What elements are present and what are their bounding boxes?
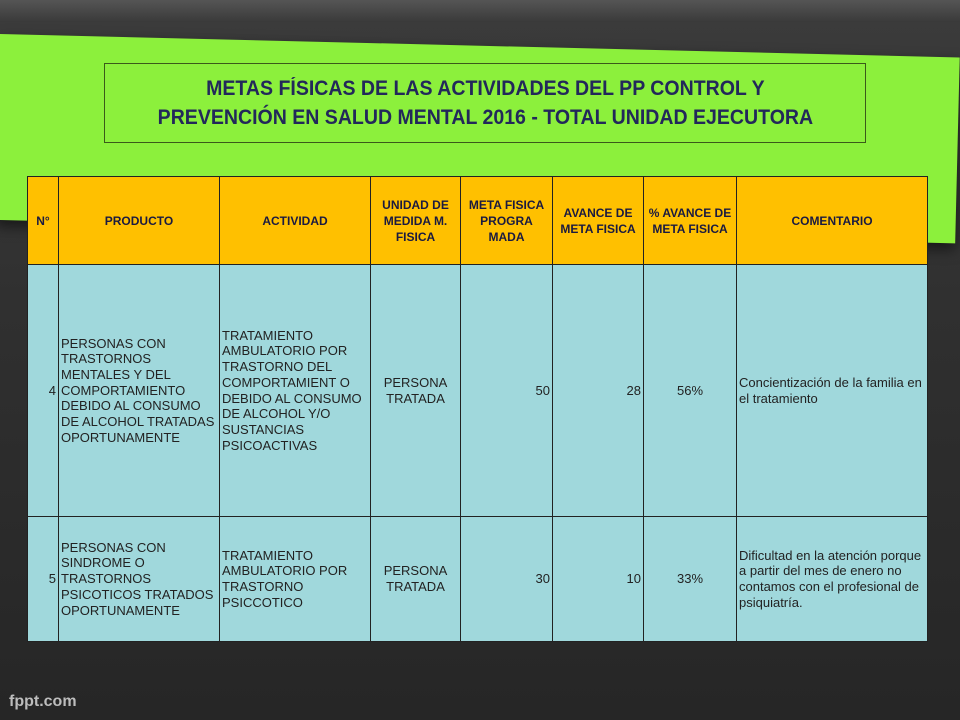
slide-title: METAS FÍSICAS DE LAS ACTIVIDADES DEL PP CONTROL Y PREVENCIÓN EN SALUD MENTAL 2016 - TOTAL UNIDAD EJECUTORA [157,77,813,129]
header-producto: PRODUCTO [59,177,220,265]
title-box [104,63,866,143]
header-avance: AVANCE DE META FISICA [553,177,644,265]
cell-avance: 28 [553,265,644,517]
table-header-row [28,177,928,265]
table-row [28,265,928,517]
header-num: N° [28,177,59,265]
table-row [28,517,928,642]
cell-pct-avance: 56% [644,265,737,517]
cell-unidad: PERSONA TRATADA [371,265,461,517]
cell-actividad: TRATAMIENTO AMBULATORIO POR TRASTORNO DEL COMPORTAMIENT O DEBIDO AL CONSUMO DE ALCOHOL Y/O SUSTANCIAS PSICOACTIVAS [220,265,371,517]
footer-brand: fppt.com [9,693,77,710]
top-bar [0,0,960,22]
header-meta: META FISICA PROGRA MADA [461,177,553,265]
cell-producto: PERSONAS CON TRASTORNOS MENTALES Y DEL COMPORTAMIENTO DEBIDO AL CONSUMO DE ALCOHOL TRATADAS OPORTUNAMENTE [59,265,220,517]
cell-unidad: PERSONA TRATADA [371,517,461,642]
header-pct-avance: % AVANCE DE META FISICA [644,177,737,265]
cell-num: 4 [28,265,59,517]
cell-pct-avance: 33% [644,517,737,642]
header-comentario: COMENTARIO [737,177,928,265]
cell-comentario: Concientización de la familia en el tratamiento [737,265,928,517]
cell-producto: PERSONAS CON SINDROME O TRASTORNOS PSICOTICOS TRATADOS OPORTUNAMENTE [59,517,220,642]
cell-avance: 10 [553,517,644,642]
header-unidad: UNIDAD DE MEDIDA M. FISICA [371,177,461,265]
header-actividad: ACTIVIDAD [220,177,371,265]
cell-meta: 50 [461,265,553,517]
cell-num: 5 [28,517,59,642]
cell-comentario: Dificultad en la atención porque a partir del mes de enero no contamos con el profesional de psiquiatría. [737,517,928,642]
cell-actividad: TRATAMIENTO AMBULATORIO POR TRASTORNO PSICCOTICO [220,517,371,642]
cell-meta: 30 [461,517,553,642]
metas-table [27,176,928,642]
